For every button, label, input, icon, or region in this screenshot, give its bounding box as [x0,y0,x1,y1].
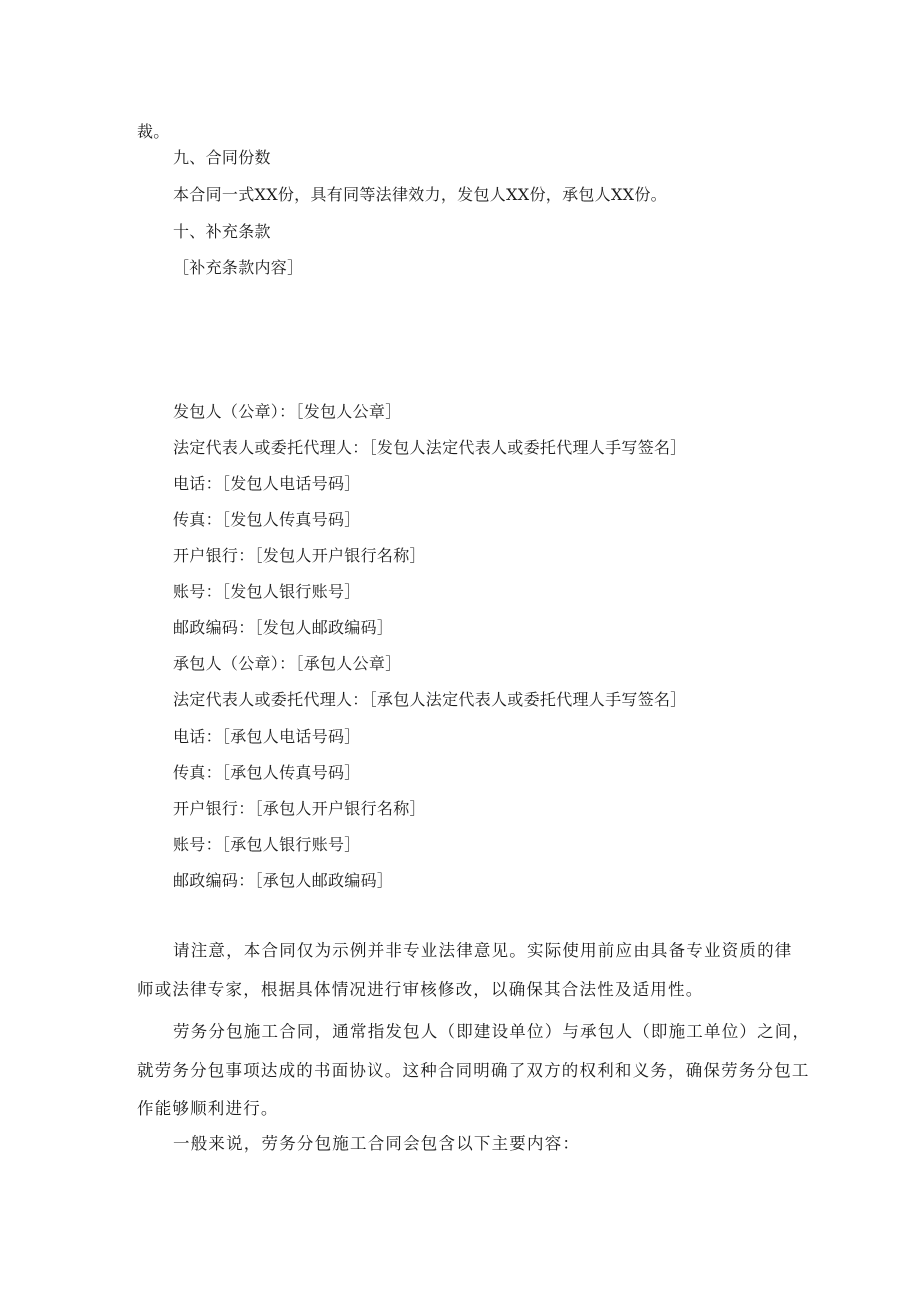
section10-heading: 十、补充条款 [173,222,271,241]
intro-line-1: 劳务分包施工合同，通常指发包人（即建设单位）与承包人（即施工单位）之间， [173,1022,811,1041]
contractor-representative: 法定代表人或委托代理人：［承包人法定代表人或委托代理人手写签名］ [173,690,687,709]
section9-heading: 九、合同份数 [173,148,271,167]
section10-placeholder: ［补充条款内容］ [173,258,304,277]
contractor-postcode: 邮政编码：［承包人邮政编码］ [173,871,394,890]
employer-representative: 法定代表人或委托代理人：［发包人法定代表人或委托代理人手写签名］ [173,438,687,457]
intro-line-2: 就劳务分包事项达成的书面协议。这种合同明确了双方的权利和义务，确保劳务分包工 [137,1061,810,1080]
contractor-account: 账号：［承包人银行账号］ [173,835,361,854]
contractor-fax: 传真：［承包人传真号码］ [173,763,361,782]
employer-postcode: 邮政编码：［发包人邮政编码］ [173,618,394,637]
employer-fax: 传真：［发包人传真号码］ [173,510,361,529]
notice-line-2: 师或法律专家，根据具体情况进行审核修改，以确保其合法性及适用性。 [137,980,704,999]
employer-bank: 开户银行：［发包人开户银行名称］ [173,546,426,565]
intro-line-3: 作能够顺利进行。 [137,1099,279,1118]
employer-phone: 电话：［发包人电话号码］ [173,474,361,493]
contractor-seal: 承包人（公章）：［承包人公章］ [173,654,402,673]
notice-line-1: 请注意，本合同仅为示例并非专业法律意见。实际使用前应由具备专业资质的律 [173,941,793,960]
section9-text: 本合同一式XX份，具有同等法律效力，发包人XX份，承包人XX份。 [173,185,667,204]
general-line: 一般来说，劳务分包施工合同会包含以下主要内容： [173,1134,581,1153]
employer-account: 账号：［发包人银行账号］ [173,582,361,601]
employer-seal: 发包人（公章）：［发包人公章］ [173,402,402,421]
contractor-phone: 电话：［承包人电话号码］ [173,727,361,746]
top-fragment: 裁。 [137,122,170,141]
contractor-bank: 开户银行：［承包人开户银行名称］ [173,799,426,818]
